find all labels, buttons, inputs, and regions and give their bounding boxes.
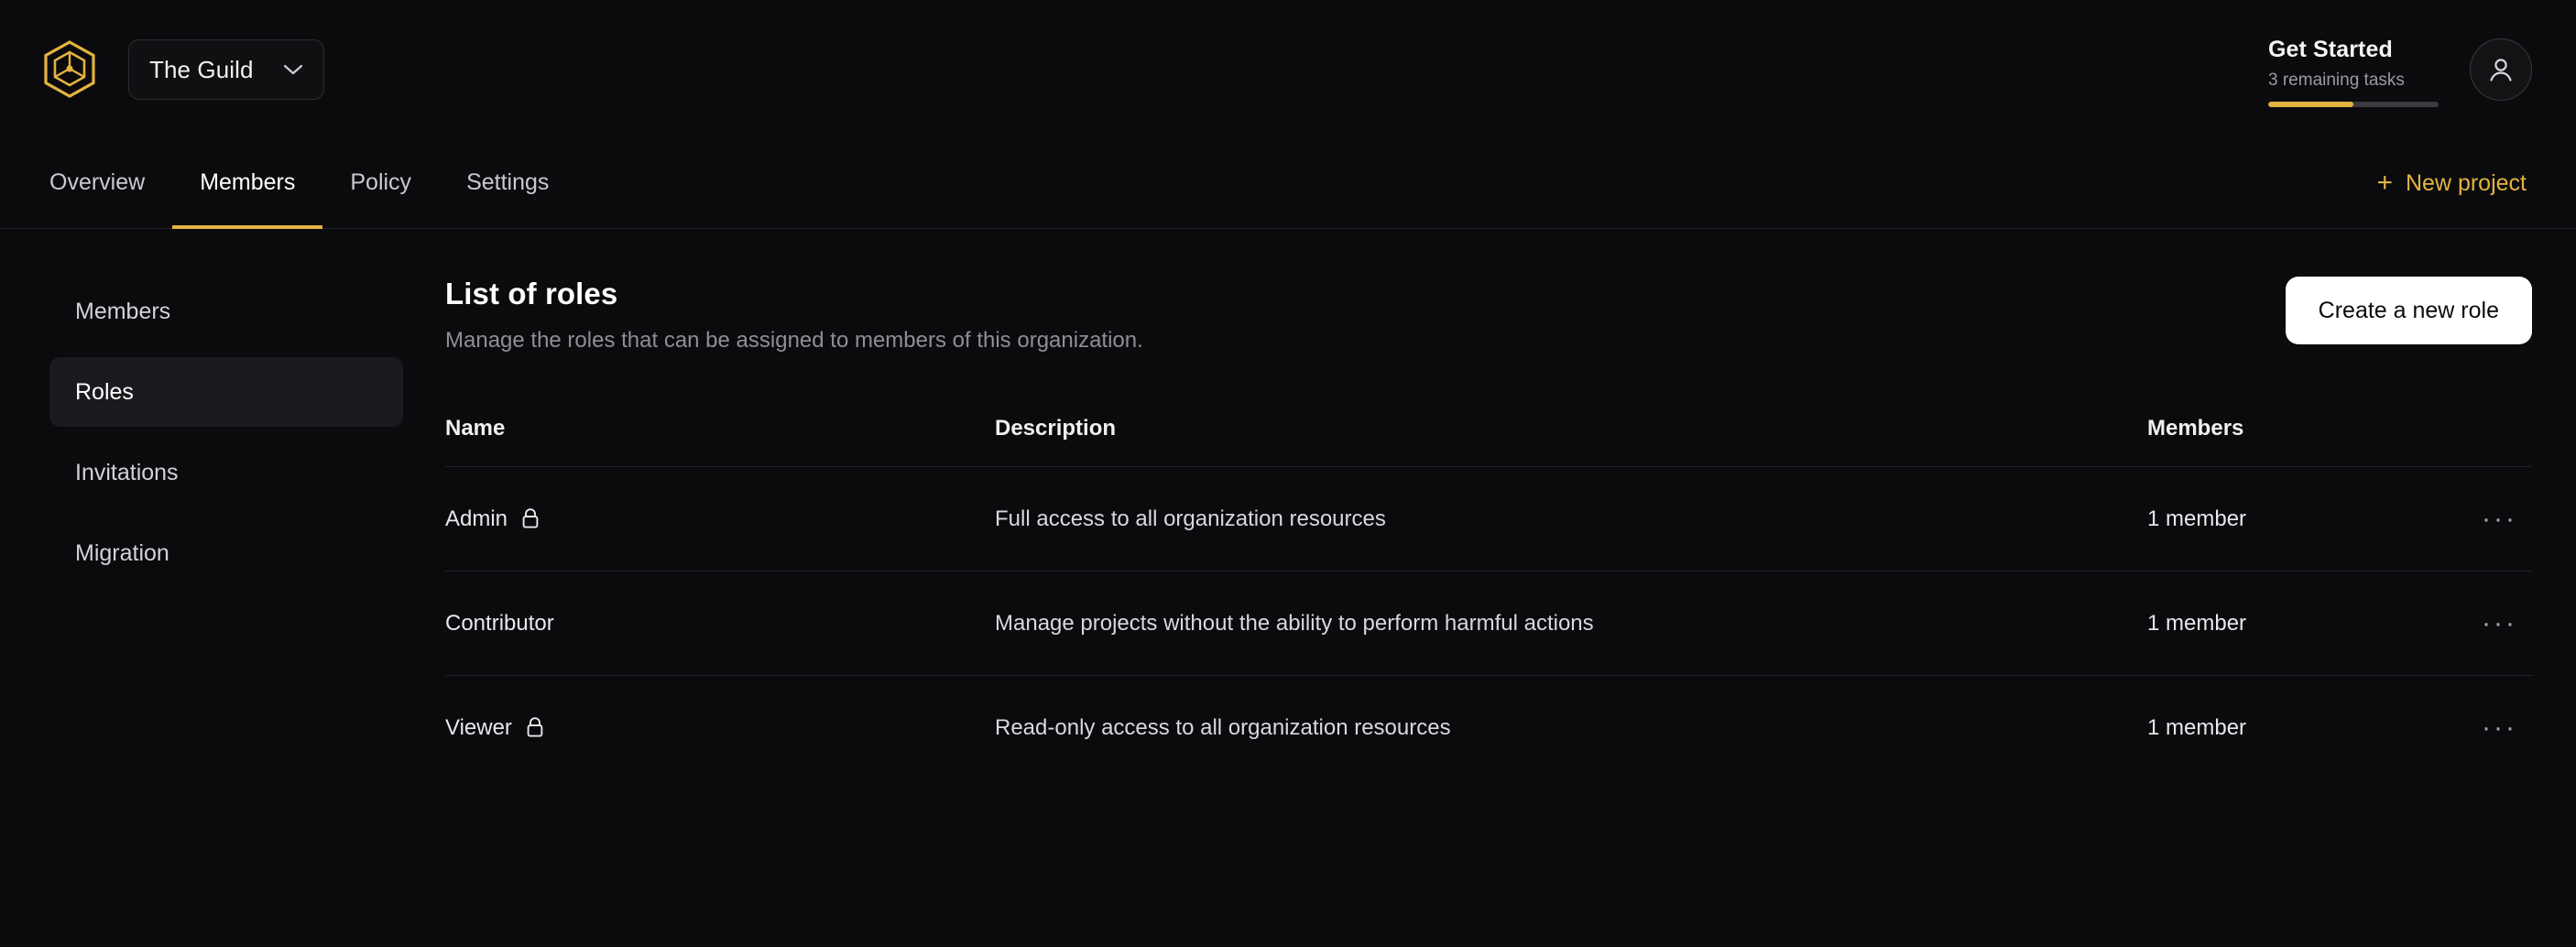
role-description-cell: Read-only access to all organization resources: [995, 715, 1451, 740]
user-avatar-icon: [2485, 54, 2516, 85]
more-options-icon[interactable]: ···: [2482, 713, 2517, 743]
role-name-label: Viewer: [445, 715, 512, 740]
sidebar-item-label: Members: [75, 298, 171, 324]
table-body: [445, 467, 2532, 780]
tab-label: Members: [200, 169, 296, 195]
role-name-cell: [445, 611, 995, 637]
role-name-cell: [445, 715, 995, 741]
nav-bar: [0, 139, 2576, 229]
new-project-button[interactable]: [2376, 139, 2532, 228]
nav-tabs: [37, 139, 576, 228]
lock-icon: [525, 716, 545, 738]
new-project-label: New project: [2406, 170, 2527, 196]
roles-table: [445, 405, 2532, 780]
role-actions-cell: [2431, 714, 2532, 742]
hexagon-cube-logo-icon[interactable]: [37, 37, 103, 103]
table-row[interactable]: [445, 676, 2532, 780]
header-text-block: [445, 277, 2286, 354]
table-header-row: [445, 405, 2532, 467]
tab-overview[interactable]: [37, 139, 172, 229]
role-members-cell: 1 member: [2147, 610, 2247, 636]
page-title: List of roles: [445, 277, 618, 310]
table-row[interactable]: [445, 467, 2532, 571]
role-actions-cell: [2431, 503, 2532, 534]
avatar[interactable]: [2470, 38, 2532, 101]
sidebar-item-label: Invitations: [75, 459, 179, 485]
get-started-widget[interactable]: [2268, 33, 2439, 107]
tab-label: Overview: [49, 169, 146, 195]
more-options-icon[interactable]: ···: [2482, 503, 2517, 534]
create-new-role-button[interactable]: Create a new role: [2286, 277, 2532, 344]
more-options-icon[interactable]: ···: [2482, 607, 2517, 638]
top-bar: [0, 0, 2576, 139]
role-name-cell: [445, 506, 995, 532]
org-name-label: The Guild: [149, 55, 254, 83]
sidebar-item-invitations[interactable]: [49, 438, 403, 507]
org-switcher[interactable]: [128, 39, 324, 100]
role-members-cell: 1 member: [2147, 715, 2247, 740]
get-started-subtitle: 3 remaining tasks: [2268, 70, 2405, 90]
tab-members[interactable]: [172, 139, 322, 229]
get-started-progress-fill: [2268, 102, 2353, 107]
role-actions-cell: [2431, 607, 2532, 638]
column-header-description: Description: [995, 415, 1117, 441]
page-body: [0, 229, 2576, 947]
nav-spacer: [576, 139, 2376, 228]
chevron-down-icon: [283, 63, 303, 76]
role-description-cell: Manage projects without the ability to perform harmful actions: [995, 610, 1594, 636]
column-header-name: Name: [445, 415, 506, 441]
sidebar-item-roles[interactable]: [49, 357, 403, 427]
sidebar-item-label: Roles: [75, 378, 134, 405]
tab-policy[interactable]: [322, 139, 439, 229]
sidebar-item-label: Migration: [75, 539, 169, 566]
role-name-label: Admin: [445, 506, 508, 531]
main-content: [403, 229, 2576, 947]
role-description-cell: Full access to all organization resources: [995, 506, 1386, 531]
table-row[interactable]: [445, 571, 2532, 676]
sidebar-item-migration[interactable]: [49, 518, 403, 588]
column-header-members: Members: [2147, 415, 2244, 441]
get-started-title: Get Started: [2268, 36, 2393, 62]
tab-label: Policy: [350, 169, 412, 195]
tab-settings[interactable]: [439, 139, 576, 229]
plus-icon: +: [2376, 167, 2393, 198]
content-header: [445, 277, 2532, 354]
role-name-label: Contributor: [445, 610, 554, 636]
role-members-cell: 1 member: [2147, 506, 2247, 531]
sidebar: [0, 229, 403, 947]
lock-icon: [520, 507, 540, 529]
tab-label: Settings: [466, 169, 550, 195]
page-subtitle: Manage the roles that can be assigned to members of this organization.: [445, 328, 1143, 353]
get-started-progress-bar: [2268, 102, 2439, 107]
sidebar-item-members[interactable]: [49, 277, 403, 346]
